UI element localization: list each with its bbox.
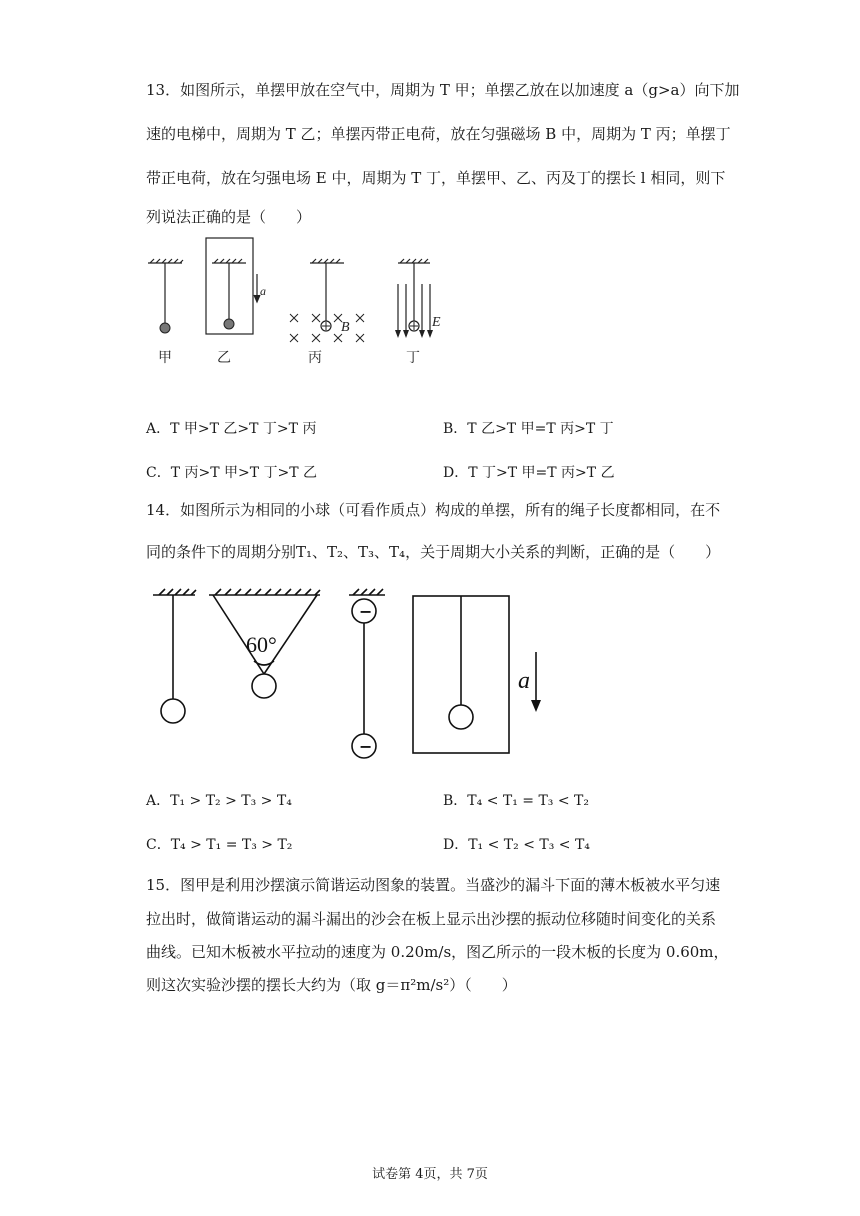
- q15-line-3: 曲线。已知木板被水平拉动的速度为 0.20m/s，图乙所示的一段木板的长度为 0.60m，: [146, 943, 729, 961]
- q13-option-a[interactable]: A．T 甲>T 乙>T 丁>T 丙: [146, 421, 317, 437]
- q13-label-B: B: [341, 320, 350, 335]
- q13-label-ding: 丁: [406, 350, 420, 366]
- q15-line-1: 15．图甲是利用沙摆演示简谐运动图象的装置。当盛沙的漏斗下面的薄木板被水平匀速: [146, 876, 721, 894]
- q14-ball-1: [161, 699, 185, 723]
- q13-label-bing: 丙: [308, 350, 322, 366]
- q15-line-4: 则这次实验沙摆的摆长大约为（取 g＝π²m/s²）（ ）: [146, 976, 517, 994]
- q13-line-3: 带正电荷，放在匀强电场 E 中，周期为 T 丁，单摆甲、乙、丙及丁的摆长 l 相同，则下: [146, 169, 726, 187]
- q13-option-b[interactable]: B．T 乙>T 甲=T 丙>T 丁: [443, 421, 614, 437]
- q14-line-2: 同的条件下的周期分别T₁、T₂、T₃、T₄，关于周期大小关系的判断，正确的是（ ）: [146, 543, 721, 561]
- q13-option-d[interactable]: D．T 丁>T 甲=T 丙>T 乙: [443, 465, 615, 481]
- q13-label-E: E: [432, 315, 441, 330]
- q13-label-yi: 乙: [217, 350, 231, 366]
- q14-option-d[interactable]: D．T₁ < T₂ < T₃ < T₄: [443, 837, 590, 853]
- q14-charge-top-sign: −: [359, 602, 373, 621]
- q13-label-jia: 甲: [158, 350, 172, 366]
- page-footer: 试卷第 4页，共 7页: [372, 1167, 488, 1182]
- q14-option-a[interactable]: A．T₁ > T₂ > T₃ > T₄: [146, 793, 292, 809]
- q13-option-c[interactable]: C．T 丙>T 甲>T 丁>T 乙: [146, 465, 318, 481]
- q13-ball-jia: [160, 323, 170, 333]
- q15-line-2: 拉出时，做简谐运动的漏斗漏出的沙会在板上显示出沙摆的振动位移随时间变化的关系: [146, 910, 717, 928]
- q13-line-4: 列说法正确的是（ ）: [146, 208, 312, 226]
- q14-ball-2: [252, 674, 276, 698]
- q13-label-accel: a: [260, 284, 266, 298]
- q13-line-1: 13．如图所示，单摆甲放在空气中，周期为 T 甲；单摆乙放在以加速度 a（g>a）向下加: [146, 81, 740, 99]
- q14-charge-bottom-sign: −: [359, 737, 373, 756]
- q14-line-1: 14．如图所示为相同的小球（可看作质点）构成的单摆，所有的绳子长度都相同，在不: [146, 501, 721, 519]
- q14-accel-label: a: [518, 668, 530, 694]
- q14-option-b[interactable]: B．T₄ < T₁ = T₃ < T₂: [443, 793, 589, 809]
- q13-line-2: 速的电梯中，周期为 T 乙；单摆丙带正电荷，放在匀强磁场 B 中，周期为 T 丙；单摆丁: [146, 125, 731, 143]
- q14-option-c[interactable]: C．T₄ > T₁ = T₃ > T₂: [146, 837, 293, 853]
- q13-figure: [140, 236, 460, 366]
- q14-figure: [145, 590, 545, 760]
- q14-ball-4: [449, 705, 473, 729]
- q13-ball-yi: [224, 319, 234, 329]
- q14-angle-label: 60°: [246, 632, 277, 657]
